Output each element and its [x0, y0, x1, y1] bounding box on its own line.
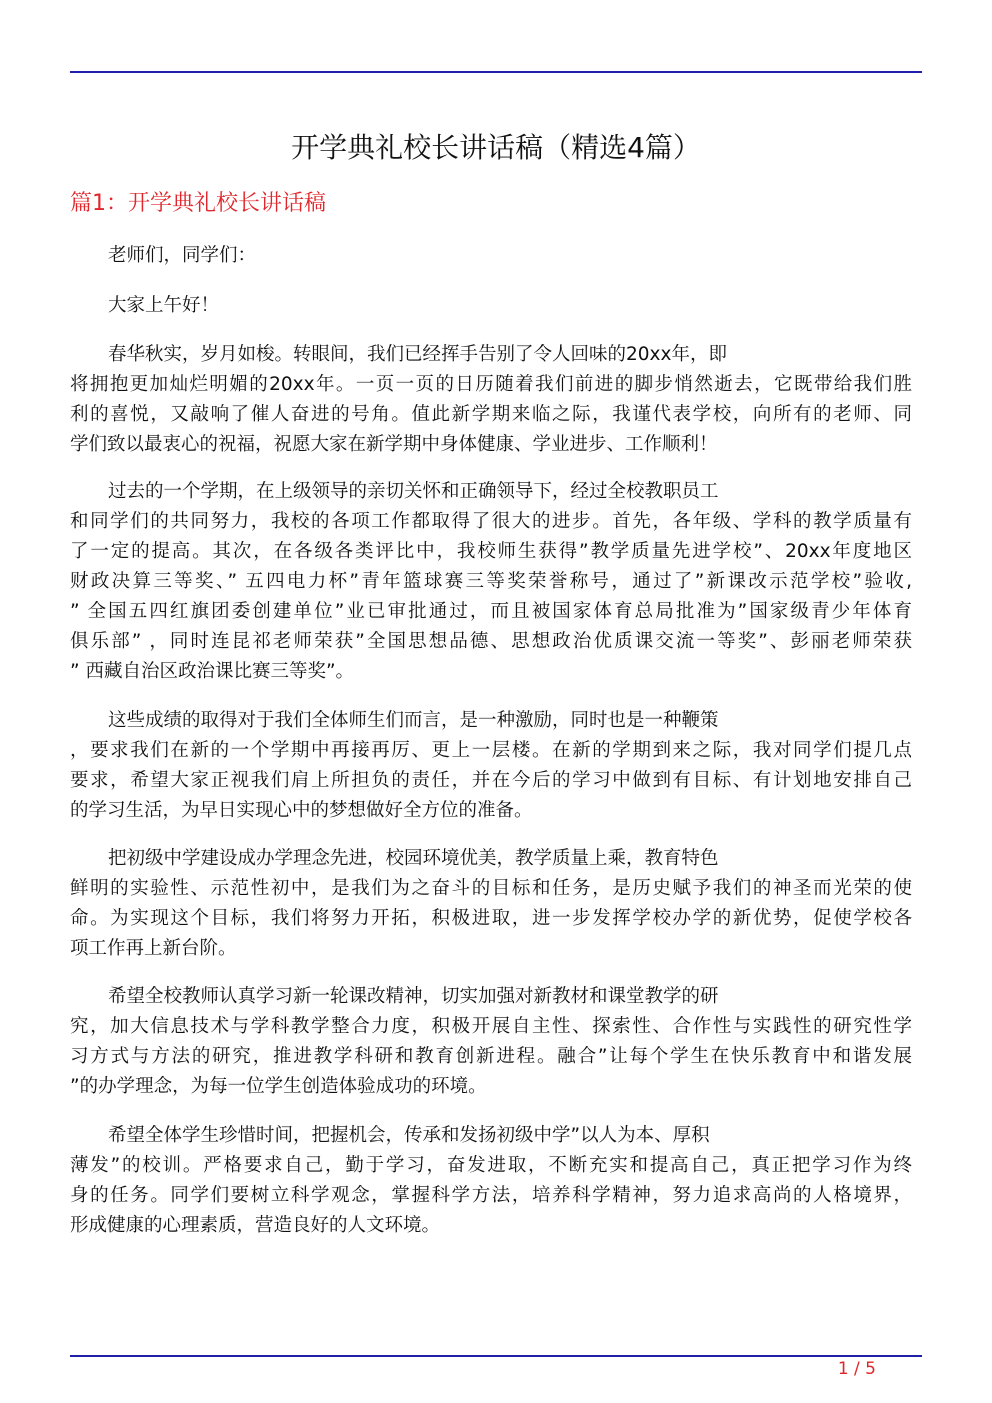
paragraph-line: 将拥抱更加灿烂明媚的20xx年。一页一页的日历随着我们前进的脚步悄然逝去，它既带给我们胜	[70, 374, 912, 395]
paragraph-line: ” 西藏自治区政治课比赛三等奖”。	[70, 661, 355, 682]
paragraph-line: 项工作再上新台阶。	[70, 938, 237, 959]
paragraph-line: 老师们，同学们：	[108, 245, 257, 266]
paragraph-line: 习方式与方法的研究，推进教学科研和教育创新进程。融合”让每个学生在快乐教育中和谐发展	[70, 1046, 912, 1067]
paragraph	[70, 241, 912, 271]
paragraph-line: 学们致以最衷心的祝福，祝愿大家在新学期中身体健康、学业进步、工作顺利！	[70, 434, 718, 455]
paragraph-line: 春华秋实，岁月如梭。转眼间，我们已经挥手告别了令人回味的20xx年，即	[108, 344, 727, 365]
paragraph	[70, 706, 912, 826]
paragraph-line: 大家上午好！	[108, 295, 220, 316]
paragraph-line: 财政决算三等奖、” 五四电力杯”青年篮球赛三等奖荣誉称号，通过了”新课改示范学校”验收,	[70, 571, 912, 592]
paragraph-line: ” 全国五四红旗团委创建单位”业已审批通过，而且被国家体育总局批准为”国家级青少年体育	[70, 601, 912, 622]
paragraph-line: 命。为实现这个目标，我们将努力开拓，积极进取，进一步发挥学校办学的新优势，促使学校各	[70, 908, 912, 929]
paragraph	[70, 477, 912, 687]
paragraph-line: 希望全校教师认真学习新一轮课改精神，切实加强对新教材和课堂教学的研	[108, 986, 719, 1007]
document-title: 开学典礼校长讲话稿（精选4篇）	[291, 131, 701, 164]
footer-rule	[70, 1355, 922, 1357]
paragraph-line: ，要求我们在新的一个学期中再接再厉、更上一层楼。在新的学期到来之际，我对同学们提几点	[70, 740, 912, 761]
paragraph-line: 和同学们的共同努力，我校的各项工作都取得了很大的进步。首先，各年级、学科的教学质量有	[70, 511, 912, 532]
paragraph-line: 这些成绩的取得对于我们全体师生们而言，是一种激励，同时也是一种鞭策	[108, 710, 719, 731]
header-rule	[70, 71, 922, 73]
paragraph	[70, 1121, 912, 1241]
paragraph	[70, 340, 912, 460]
paragraph-line: 薄发”的校训。严格要求自己，勤于学习，奋发进取，不断充实和提高自己，真正把学习作为终	[70, 1155, 912, 1176]
paragraph-line: 俱乐部” ，同时连昆祁老师荣获”全国思想品德、思想政治优质课交流一等奖”、彭丽老师荣获	[70, 631, 912, 652]
paragraph-line: 身的任务。同学们要树立科学观念，掌握科学方法，培养科学精神，努力追求高尚的人格境界，	[70, 1185, 912, 1206]
paragraph-line: 形成健康的心理素质，营造良好的人文环境。	[70, 1215, 441, 1236]
paragraph-line: 鲜明的实验性、示范性初中，是我们为之奋斗的目标和任务，是历史赋予我们的神圣而光荣的使	[70, 878, 912, 899]
paragraph-line: 要求，希望大家正视我们肩上所担负的责任，并在今后的学习中做到有目标、有计划地安排自己	[70, 770, 912, 791]
paragraph-line: 希望全体学生珍惜时间，把握机会，传承和发扬初级中学”以人为本、厚积	[108, 1125, 710, 1146]
page-number: 1 / 5	[837, 1359, 876, 1379]
paragraph	[70, 291, 912, 321]
section-heading: 篇1：开学典礼校长讲话稿	[70, 191, 326, 216]
paragraph-line: ”的办学理念，为每一位学生创造体验成功的环境。	[70, 1076, 487, 1097]
paragraph-line: 过去的一个学期，在上级领导的亲切关怀和正确领导下，经过全校教职员工	[108, 481, 719, 502]
paragraph	[70, 982, 912, 1102]
paragraph-line: 的学习生活，为早日实现心中的梦想做好全方位的准备。	[70, 800, 533, 821]
paragraph	[70, 844, 912, 964]
paragraph-line: 了一定的提高。其次，在各级各类评比中，我校师生获得”教学质量先进学校”、20xx年度地区	[70, 541, 912, 562]
paragraph-line: 把初级中学建设成办学理念先进，校园环境优美，教学质量上乘，教育特色	[108, 848, 719, 869]
paragraph-line: 究，加大信息技术与学科教学整合力度，积极开展自主性、探索性、合作性与实践性的研究性学	[70, 1016, 912, 1037]
paragraph-line: 利的喜悦，又敲响了催人奋进的号角。值此新学期来临之际，我谨代表学校，向所有的老师、同	[70, 404, 912, 425]
